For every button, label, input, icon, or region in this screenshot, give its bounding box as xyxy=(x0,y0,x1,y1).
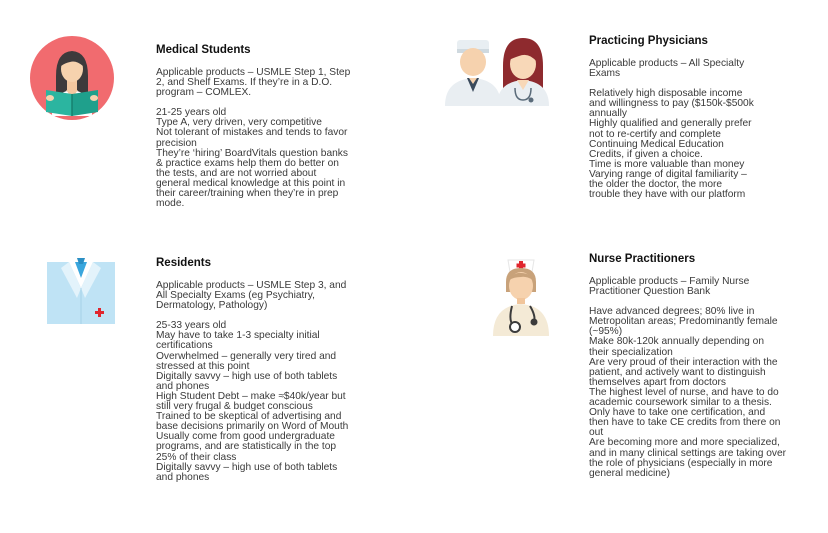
text-line: Applicable products – Family Nurse xyxy=(589,276,750,287)
text-line: their career/training when they’re in prep xyxy=(156,188,339,200)
text-line: Overwhelmed – generally very tired and xyxy=(156,350,337,362)
text-line: Usually come from good undergraduate xyxy=(156,431,335,443)
persona-title: Residents xyxy=(156,257,211,269)
text-line: Only have to take one certification, and xyxy=(589,407,766,419)
text-line: and in many clinical settings are taking over xyxy=(589,447,787,459)
text-line: Applicable products – USMLE Step 3, and xyxy=(156,280,347,291)
nurse-icon xyxy=(490,252,552,336)
text-line: Type A, very driven, very competitive xyxy=(156,117,322,129)
text-line: Digitally savvy – high use of both tablets xyxy=(156,461,338,473)
text-line: Relatively high disposable income xyxy=(589,88,743,100)
text-line: Applicable products – USMLE Step 1, Step xyxy=(156,67,351,78)
text-line: Have advanced degrees; 80% live in xyxy=(589,306,755,318)
text-line: and phones xyxy=(156,471,210,483)
products-paragraph xyxy=(589,277,786,297)
text-line: the tests, and are not worried about xyxy=(156,167,317,179)
text-line: then have to take CE credits from there on xyxy=(589,417,781,429)
text-line: certifications xyxy=(156,340,213,352)
text-line: The highest level of nurse, and have to do xyxy=(589,386,779,398)
details-paragraph xyxy=(589,89,754,200)
products-paragraph xyxy=(156,281,348,311)
text-line: High Student Debt – make ≈$40k/year but xyxy=(156,390,346,402)
text-line: 21-25 years old xyxy=(156,107,227,119)
persona-text xyxy=(156,257,348,493)
text-line: Trained to be skeptical of advertising and xyxy=(156,411,342,423)
text-line: out xyxy=(589,427,604,439)
text-line: Are very proud of their interaction with the xyxy=(589,356,778,368)
text-line: (~95%) xyxy=(589,326,623,338)
persona-title: Medical Students xyxy=(156,44,251,56)
text-line: mode. xyxy=(156,198,185,210)
doctors-pair-icon xyxy=(443,36,551,106)
text-line: Continuing Medical Education xyxy=(589,138,724,150)
text-line: Are becoming more and more specialized, xyxy=(589,437,780,449)
text-line: the older the doctor, the more xyxy=(589,179,723,191)
products-paragraph xyxy=(589,59,754,79)
persona-text xyxy=(589,253,786,489)
text-line: program – COMLEX. xyxy=(156,87,252,99)
text-line: Credits, if given a choice. xyxy=(589,148,703,160)
text-line: their specialization xyxy=(589,346,673,358)
text-line: 2, and Shelf Exams. If they’re in a D.O. xyxy=(156,77,333,89)
text-line: Not tolerant of mistakes and tends to favor xyxy=(156,127,348,139)
persona-title: Practicing Physicians xyxy=(589,35,708,47)
text-line: Varying range of digital familiarity – xyxy=(589,168,747,180)
persona-title: Nurse Practitioners xyxy=(589,253,696,265)
text-line: Make 80k-120k annually depending on xyxy=(589,336,765,348)
persona-text xyxy=(156,44,350,219)
text-line: Time is more valuable than money xyxy=(589,158,745,170)
text-line: Dermatology, Pathology) xyxy=(156,300,268,312)
text-line: still very frugal & budget conscious xyxy=(156,401,313,413)
text-line: Metropolitan areas; Predominantly female xyxy=(589,316,778,328)
text-line: 25-33 years old xyxy=(156,320,227,332)
white-coat-icon xyxy=(47,258,115,324)
text-line: Applicable products – All Specialty xyxy=(589,58,745,69)
details-paragraph xyxy=(589,307,786,479)
text-line: and willingness to pay ($150k-$500k xyxy=(589,98,754,110)
text-line: 25% of their class xyxy=(156,451,237,463)
text-line: and phones xyxy=(156,380,210,392)
text-line: base decisions primarily on Word of Mouth xyxy=(156,421,349,433)
text-line: general medical knowledge at this point in xyxy=(156,177,346,189)
text-line: the role of physicians (especially in more xyxy=(589,457,773,469)
persona-text xyxy=(589,35,754,210)
text-line: annually xyxy=(589,108,627,120)
text-line: Digitally savvy – high use of both tablets xyxy=(156,370,338,382)
text-line: patient, and actively want to distinguish xyxy=(589,366,766,378)
text-line: not to re-certify and complete xyxy=(589,128,721,140)
text-line: trouble they have with our platform xyxy=(589,189,746,201)
text-line: academic coursework similar to a thesis. xyxy=(589,397,772,409)
text-line: stressed at this point xyxy=(156,360,250,372)
text-line: themselves apart from doctors xyxy=(589,376,727,388)
student-reading-book-icon xyxy=(30,36,114,120)
text-line: All Specialty Exams (eg Psychiatry, xyxy=(156,290,315,302)
text-line: & practice exams help them do better on xyxy=(156,157,339,169)
details-paragraph xyxy=(156,108,350,209)
text-line: programs, and are statistically in the top xyxy=(156,441,337,453)
text-line: Practitioner Question Bank xyxy=(589,286,711,298)
text-line: general medicine) xyxy=(589,467,670,479)
details-paragraph xyxy=(156,321,348,483)
products-paragraph xyxy=(156,68,350,98)
text-line: Exams xyxy=(589,68,621,80)
text-line: May have to take 1-3 specialty initial xyxy=(156,330,320,342)
text-line: Highly qualified and generally prefer xyxy=(589,118,752,130)
text-line: They’re ‘hiring’ BoardVitals question banks xyxy=(156,147,348,159)
text-line: precision xyxy=(156,137,197,149)
